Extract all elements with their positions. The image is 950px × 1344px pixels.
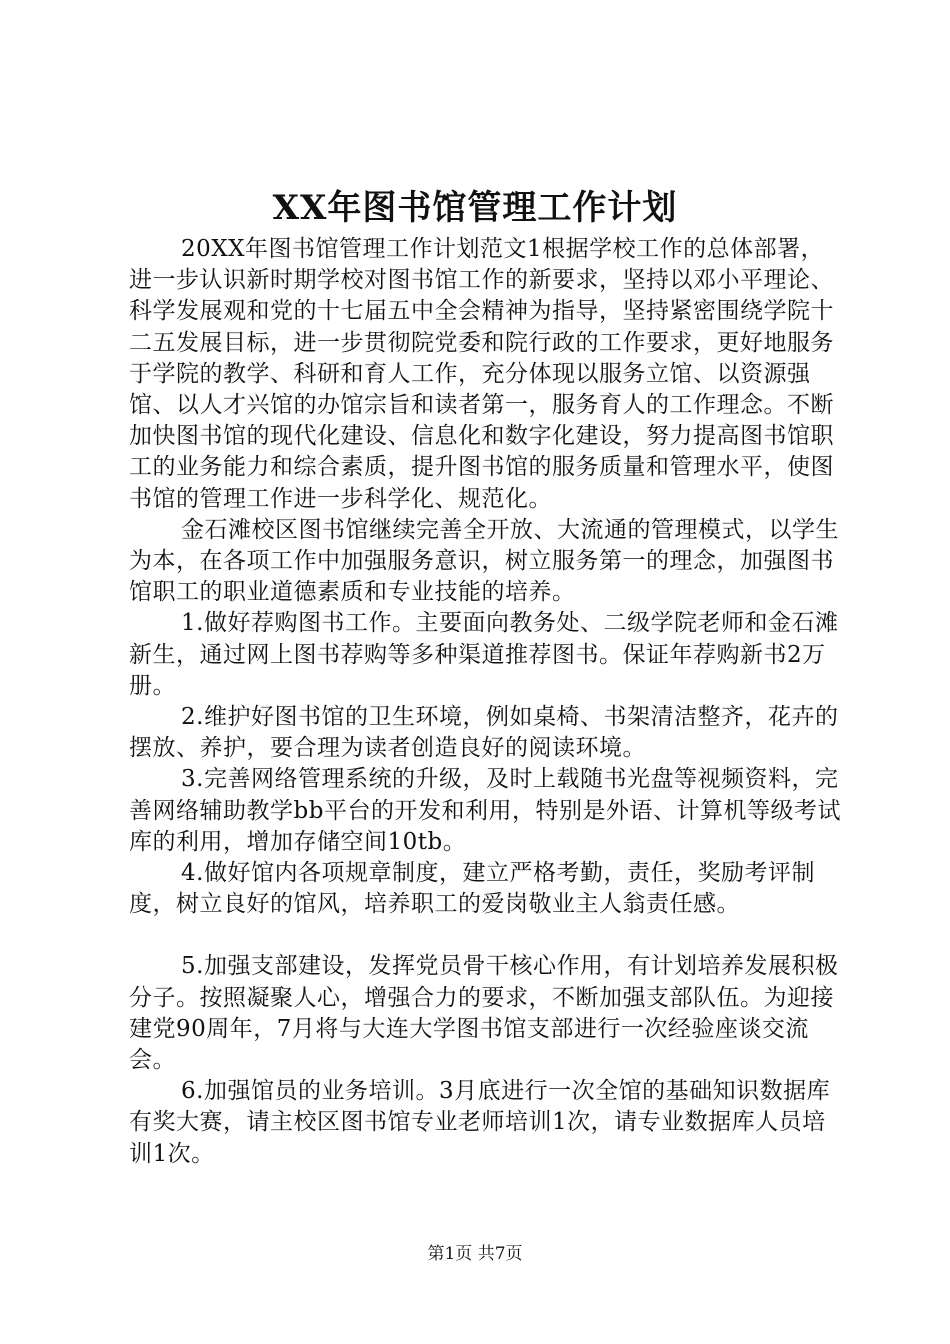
paragraph-item-4: 4.做好馆内各项规章制度，建立严格考勤，责任，奖励考评制度，树立良好的馆风，培养职工的爱岗敬业主人翁责任感。 — [129, 860, 815, 918]
page-footer: 第1页 共7页 — [427, 1244, 523, 1264]
paragraph-intro: 20XX年图书馆管理工作计划范文1根据学校工作的总体部署，进一步认识新时期学校对图书馆工作的新要求，坚持以邓小平理论、科学发展观和党的十七届五中全会精神为指导，坚持紧密围绕学院十二五发展目标，进一步贯彻院党委和院行政的工作要求，更好地服务于学院的教学、科研和育人工作，充分体现以服务立馆、以资源强馆、以人才兴馆的办馆宗旨和读者第一，服务育人的工作理念。不断加快图书馆的现代化建设、信息化和数字化建设，努力提高图书馆职工的业务能力和综合素质，提升图书馆的服务质量和管理水平，使图书馆的管理工作进一步科学化、规范化。 — [129, 236, 834, 512]
document-title: XX年图书馆管理工作计划 — [272, 188, 678, 228]
document-body — [129, 234, 841, 1170]
paragraph-item-6: 6.加强馆员的业务培训。3月底进行一次全馆的基础知识数据库有奖大赛，请主校区图书馆专业老师培训1次，请专业数据库人员培训1次。 — [129, 1078, 831, 1167]
paragraph-item-2: 2.维护好图书馆的卫生环境，例如桌椅、书架清洁整齐，花卉的摆放、养护，要合理为读者创造良好的阅读环境。 — [129, 704, 839, 762]
paragraph-campus: 金石滩校区图书馆继续完善全开放、大流通的管理模式，以学生为本，在各项工作中加强服务意识，树立服务第一的理念，加强图书馆职工的职业道德素质和专业技能的培养。 — [129, 516, 839, 606]
paragraph-item-3: 3.完善网络管理系统的升级，及时上载随书光盘等视频资料，完善网络辅助教学bb平台的开发和利用，特别是外语、计算机等级考试库的利用，增加存储空间10tb。 — [129, 766, 841, 855]
paragraph-item-5: 5.加强支部建设，发挥党员骨干核心作用，有计划培养发展积极分子。按照凝聚人心，增强合力的要求，不断加强支部队伍。为迎接建党90周年，7月将与大连大学图书馆支部进行一次经验座谈交流会。 — [129, 953, 839, 1074]
paragraph-item-1: 1.做好荐购图书工作。主要面向教务处、二级学院老师和金石滩新生，通过网上图书荐购等多种渠道推荐图书。保证年荐购新书2万册。 — [129, 610, 839, 699]
